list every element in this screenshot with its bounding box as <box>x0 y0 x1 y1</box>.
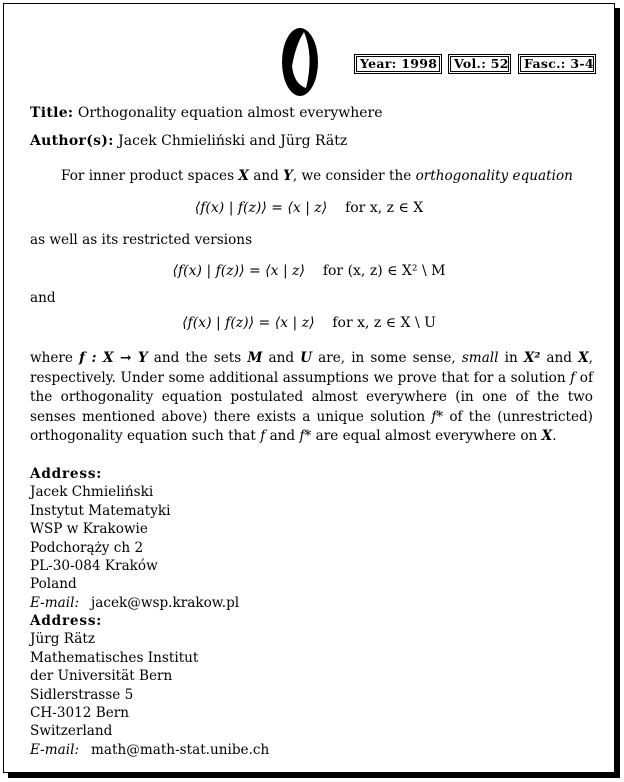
paper-page <box>3 3 615 773</box>
address-heading: Address: <box>30 466 103 482</box>
address-line: der Universität Bern <box>30 668 173 685</box>
address-line: Instytut Matematyki <box>30 502 171 519</box>
term-orthogonality-equation: orthogonality equation <box>415 168 573 184</box>
email-row <box>30 741 269 759</box>
title-label: Title: <box>30 105 74 121</box>
abstract-body: where f : X → Y and the sets M and U are, in some sense, small in X² and X, respectively. Under some additional assumptions we prove that for a solution f of the orthogonality equation postulated almost everywhere (in one of the two senses mentioned above) there exists a unique solution f* of the (unrestricted) orthogonality equation such that f and f* are equal almost everywhere on X. <box>30 350 593 444</box>
address-line: PL-30-084 Kraków <box>30 558 158 575</box>
journal-logo-icon <box>280 26 320 98</box>
volume-badge: Vol.: 52 <box>448 54 511 74</box>
email-link[interactable]: math@math-stat.unibe.ch <box>91 741 270 758</box>
address-line: Sidlerstrasse 5 <box>30 686 134 703</box>
paper-authors <box>30 133 347 149</box>
email-label: E-mail: <box>30 594 80 611</box>
address-line: Poland <box>30 576 77 593</box>
abstract-intro: For inner product spaces X and Y, we consider the orthogonality equation <box>61 168 573 184</box>
authors-text: Jacek Chmieliński and Jürg Rätz <box>118 133 348 149</box>
equation-2: ⟨f(x) | f(z)⟩ = ⟨x | z⟩ for (x, z) ∈ X² \ M <box>172 263 446 279</box>
address-line: CH-3012 Bern <box>30 705 130 722</box>
email-row <box>30 594 239 612</box>
address-line: Podchorąży ch 2 <box>30 539 144 556</box>
authors-label: Author(s): <box>30 133 114 149</box>
address-block-2 <box>30 612 269 759</box>
address-line: Jacek Chmieliński <box>30 484 154 501</box>
restricted-text: as well as its restricted versions <box>30 232 253 248</box>
address-line: Mathematisches Institut <box>30 649 199 666</box>
address-block-1 <box>30 465 239 612</box>
title-text: Orthogonality equation almost everywhere <box>77 105 383 121</box>
address-line: WSP w Krakowie <box>30 521 148 538</box>
email-link[interactable]: jacek@wsp.krakow.pl <box>91 594 240 611</box>
paper-title <box>30 105 383 121</box>
address-line: Switzerland <box>30 723 113 740</box>
fascicle-badge: Fasc.: 3-4 <box>518 54 596 74</box>
address-heading: Address: <box>30 613 103 629</box>
year-badge: Year: 1998 <box>354 54 442 74</box>
equation-1: ⟨f(x) | f(z)⟩ = ⟨x | z⟩ for x, z ∈ X <box>194 200 424 216</box>
address-line: Jürg Rätz <box>30 631 96 648</box>
and-text: and <box>30 290 56 306</box>
email-label: E-mail: <box>30 741 80 758</box>
equation-3: ⟨f(x) | f(z)⟩ = ⟨x | z⟩ for x, z ∈ X \ U <box>182 315 436 331</box>
